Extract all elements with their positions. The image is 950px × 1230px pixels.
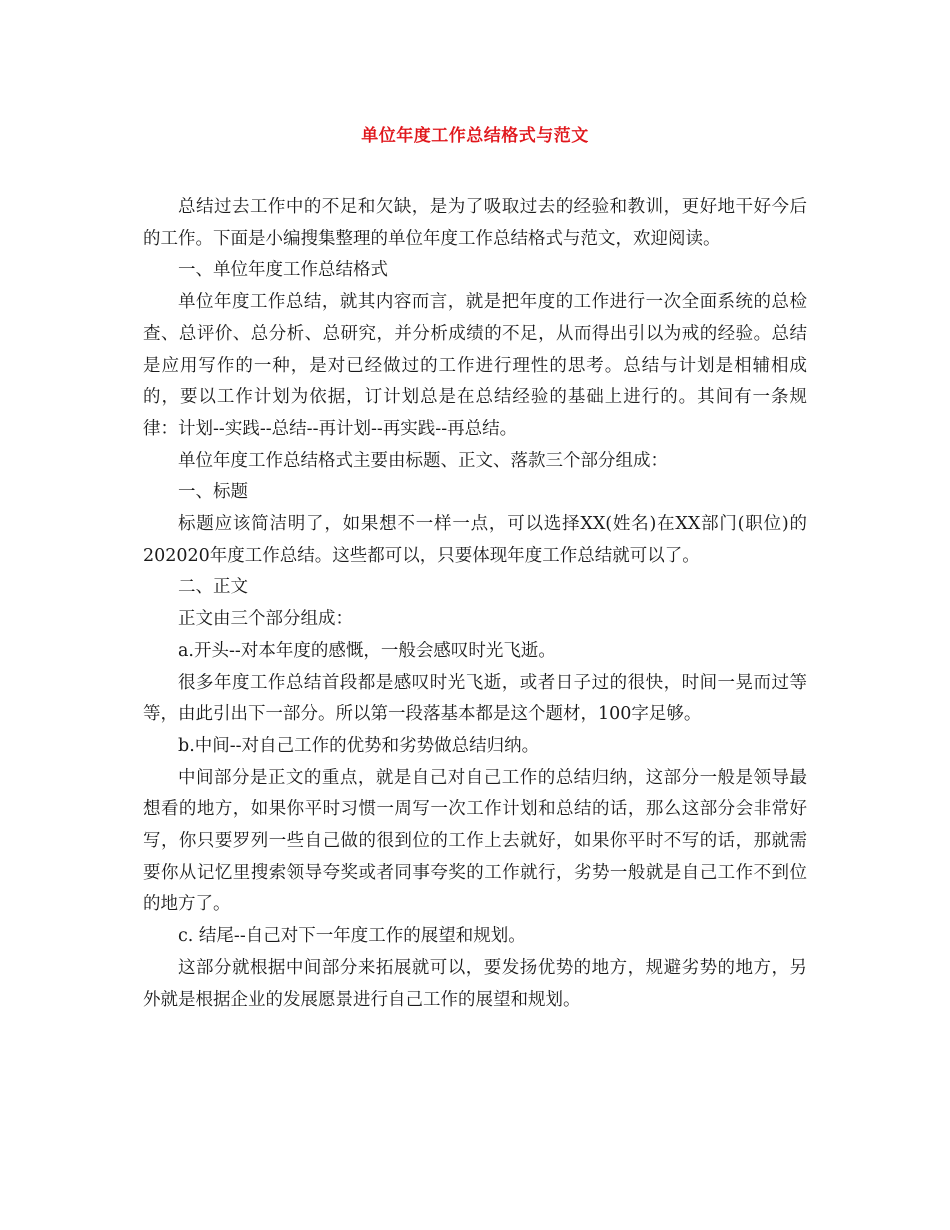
- part-c-paragraph: 这部分就根据中间部分来拓展就可以，要发扬优势的地方，规避劣势的地方，另外就是根据企业的发展愿景进行自己工作的展望和规划。: [143, 957, 807, 1010]
- format-description-paragraph: 单位年度工作总结，就其内容而言，就是把年度的工作进行一次全面系统的总检查、总评价、总分析、总研究，并分析成绩的不足，从而得出引以为戒的经验。总结是应用写作的一种，是对已经做过的工作进行理性的思考。总结与计划是相辅相成的，要以工作计划为依据，订计划总是在总结经验的基础上进行的。其间有一条规律：计划--实践--总结--再计划--再实践--再总结。: [143, 292, 807, 439]
- subheading-body: 二、正文: [178, 577, 248, 598]
- document-body: [143, 192, 807, 1016]
- document-title: 单位年度工作总结格式与范文: [361, 126, 589, 146]
- part-b-heading: b.中间--对自己工作的优势和劣势做总结归纳。: [178, 735, 540, 756]
- subheading-title: 一、标题: [178, 482, 248, 503]
- section-heading-format: 一、单位年度工作总结格式: [178, 260, 388, 281]
- part-c-heading: c. 结尾--自己对下一年度工作的展望和规划。: [178, 926, 526, 947]
- part-a-heading: a.开头--对本年度的感慨，一般会感叹时光飞逝。: [178, 640, 556, 661]
- title-guidance-paragraph: 标题应该简洁明了，如果想不一样一点，可以选择XX(姓名)在XX部门(职位)的202020年度工作总结。这些都可以，只要体现年度工作总结就可以了。: [143, 514, 807, 566]
- format-components-paragraph: 单位年度工作总结格式主要由标题、正文、落款三个部分组成：: [178, 450, 668, 471]
- part-b-paragraph: 中间部分是正文的重点，就是自己对自己工作的总结归纳，这部分一般是领导最想看的地方，如果你平时习惯一周写一次工作计划和总结的话，那么这部分会非常好写，你只要罗列一些自己做的很到位的工作上去就好，如果你平时不写的话，那就需要你从记忆里搜索领导夸奖或者同事夸奖的工作就行，劣势一般就是自己工作不到位的地方了。: [143, 767, 807, 915]
- part-a-paragraph: 很多年度工作总结首段都是感叹时光飞逝，或者日子过的很快，时间一晃而过等等，由此引出下一部分。所以第一段落基本都是这个题材，100字足够。: [143, 672, 807, 725]
- intro-paragraph: 总结过去工作中的不足和欠缺，是为了吸取过去的经验和教训，更好地干好今后的工作。下面是小编搜集整理的单位年度工作总结格式与范文，欢迎阅读。: [143, 197, 807, 249]
- body-parts-paragraph: 正文由三个部分组成：: [178, 609, 353, 630]
